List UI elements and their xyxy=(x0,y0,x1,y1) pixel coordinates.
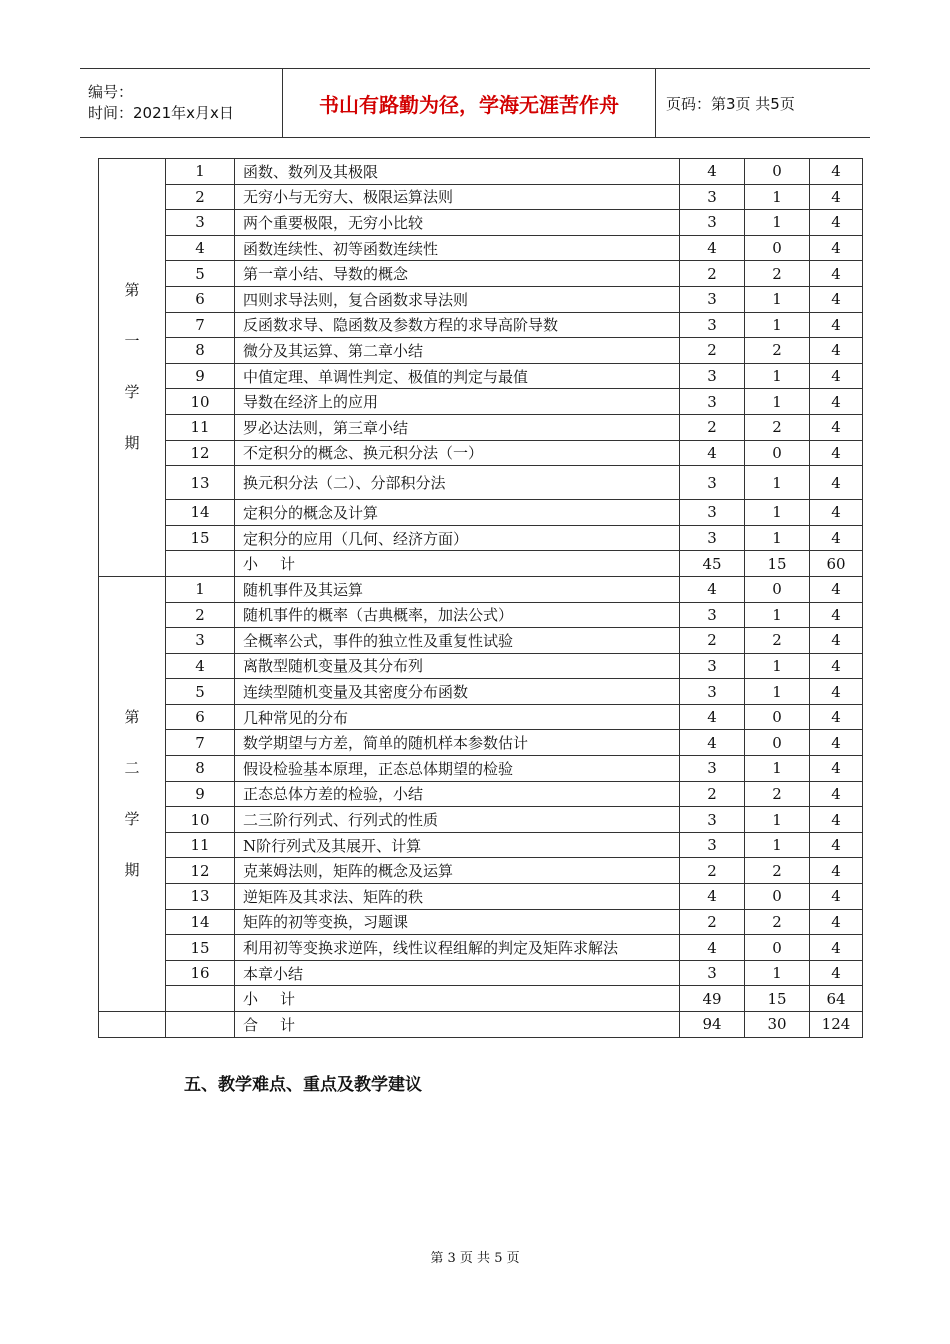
row-number: 5 xyxy=(166,261,235,287)
subtotal-label-b: 计 xyxy=(280,990,296,1009)
row-hours-a: 4 xyxy=(680,730,745,756)
row-hours-a: 4 xyxy=(680,935,745,961)
row-hours-a: 2 xyxy=(680,781,745,807)
row-hours-total: 4 xyxy=(810,525,863,551)
subtotal-label xyxy=(235,986,680,1012)
table-row xyxy=(99,704,863,730)
row-hours-b: 1 xyxy=(745,363,810,389)
row-hours-total: 4 xyxy=(810,338,863,364)
row-topic: 本章小结 xyxy=(235,960,680,986)
row-hours-total: 4 xyxy=(810,389,863,415)
row-number: 7 xyxy=(166,312,235,338)
row-hours-b: 1 xyxy=(745,653,810,679)
row-hours-b: 2 xyxy=(745,414,810,440)
row-hours-a: 2 xyxy=(680,414,745,440)
row-hours-total: 4 xyxy=(810,909,863,935)
row-hours-b: 2 xyxy=(745,909,810,935)
row-topic: 随机事件的概率（古典概率，加法公式） xyxy=(235,602,680,628)
row-hours-total: 4 xyxy=(810,210,863,236)
table-row xyxy=(99,807,863,833)
row-hours-total: 4 xyxy=(810,884,863,910)
table-row xyxy=(99,909,863,935)
row-hours-b: 2 xyxy=(745,261,810,287)
row-hours-b: 2 xyxy=(745,338,810,364)
row-hours-total: 4 xyxy=(810,704,863,730)
row-hours-b: 1 xyxy=(745,960,810,986)
row-hours-total: 4 xyxy=(810,440,863,466)
table-row xyxy=(99,858,863,884)
table-row xyxy=(99,210,863,236)
total-blank-no xyxy=(166,1012,235,1038)
header-motto: 书山有路勤为径，学海无涯苦作舟 xyxy=(282,69,656,137)
row-topic: 不定积分的概念、换元积分法（一） xyxy=(235,440,680,466)
header-page-label: 页码：第3页 共5页 xyxy=(666,94,795,113)
row-number: 16 xyxy=(166,960,235,986)
row-topic: 定积分的应用（几何、经济方面） xyxy=(235,525,680,551)
row-topic: 导数在经济上的应用 xyxy=(235,389,680,415)
row-hours-a: 3 xyxy=(680,389,745,415)
subtotal-b: 15 xyxy=(745,986,810,1012)
row-hours-a: 3 xyxy=(680,807,745,833)
subtotal-row xyxy=(99,986,863,1012)
row-hours-b: 0 xyxy=(745,884,810,910)
row-hours-a: 4 xyxy=(680,704,745,730)
row-hours-total: 4 xyxy=(810,159,863,185)
row-hours-b: 1 xyxy=(745,525,810,551)
row-hours-a: 3 xyxy=(680,653,745,679)
row-hours-total: 4 xyxy=(810,960,863,986)
row-topic: 四则求导法则，复合函数求导法则 xyxy=(235,286,680,312)
row-number: 9 xyxy=(166,363,235,389)
row-number: 14 xyxy=(166,909,235,935)
row-number: 4 xyxy=(166,235,235,261)
row-hours-b: 0 xyxy=(745,235,810,261)
row-hours-a: 4 xyxy=(680,235,745,261)
total-b: 30 xyxy=(745,1012,810,1038)
section-title: 五、教学难点、重点及教学建议 xyxy=(184,1075,422,1095)
header-meta xyxy=(80,69,282,137)
row-hours-b: 1 xyxy=(745,679,810,705)
row-hours-total: 4 xyxy=(810,576,863,602)
subtotal-a: 45 xyxy=(680,551,745,577)
row-topic: 逆矩阵及其求法、矩阵的秩 xyxy=(235,884,680,910)
total-label xyxy=(235,1012,680,1038)
row-hours-a: 4 xyxy=(680,576,745,602)
row-number: 10 xyxy=(166,807,235,833)
table-row xyxy=(99,602,863,628)
row-topic: 函数连续性、初等函数连续性 xyxy=(235,235,680,261)
term-label-char: 二 xyxy=(124,758,140,777)
row-hours-total: 4 xyxy=(810,466,863,500)
subtotal-label-a: 小 xyxy=(243,990,259,1009)
row-hours-a: 2 xyxy=(680,338,745,364)
row-topic: 函数、数列及其极限 xyxy=(235,159,680,185)
row-hours-a: 3 xyxy=(680,525,745,551)
table-row xyxy=(99,286,863,312)
row-hours-total: 4 xyxy=(810,363,863,389)
row-hours-total: 4 xyxy=(810,653,863,679)
row-topic: 几种常见的分布 xyxy=(235,704,680,730)
row-hours-total: 4 xyxy=(810,312,863,338)
total-a: 94 xyxy=(680,1012,745,1038)
row-hours-a: 4 xyxy=(680,884,745,910)
row-number: 8 xyxy=(166,756,235,782)
row-topic: 利用初等变换求逆阵，线性议程组解的判定及矩阵求解法 xyxy=(235,935,680,961)
row-hours-total: 4 xyxy=(810,286,863,312)
row-hours-a: 3 xyxy=(680,679,745,705)
term-label-char: 第 xyxy=(124,281,140,300)
row-number: 5 xyxy=(166,679,235,705)
row-hours-b: 1 xyxy=(745,500,810,526)
row-hours-a: 3 xyxy=(680,184,745,210)
row-number: 8 xyxy=(166,338,235,364)
row-number: 13 xyxy=(166,884,235,910)
row-hours-a: 3 xyxy=(680,312,745,338)
row-hours-b: 0 xyxy=(745,159,810,185)
row-number: 3 xyxy=(166,210,235,236)
table-row xyxy=(99,235,863,261)
subtotal-total: 64 xyxy=(810,986,863,1012)
row-hours-b: 0 xyxy=(745,440,810,466)
row-number: 14 xyxy=(166,500,235,526)
subtotal-blank xyxy=(166,551,235,577)
row-hours-b: 1 xyxy=(745,286,810,312)
row-hours-a: 2 xyxy=(680,261,745,287)
term-label xyxy=(99,576,166,1011)
row-number: 1 xyxy=(166,576,235,602)
total-blank-term xyxy=(99,1012,166,1038)
term-label-char: 期 xyxy=(124,860,140,879)
term-label-char: 学 xyxy=(124,383,140,402)
row-number: 9 xyxy=(166,781,235,807)
row-number: 10 xyxy=(166,389,235,415)
row-hours-b: 1 xyxy=(745,602,810,628)
row-number: 1 xyxy=(166,159,235,185)
row-hours-total: 4 xyxy=(810,832,863,858)
row-hours-a: 3 xyxy=(680,960,745,986)
row-hours-b: 1 xyxy=(745,389,810,415)
row-hours-total: 4 xyxy=(810,679,863,705)
subtotal-a: 49 xyxy=(680,986,745,1012)
row-hours-b: 1 xyxy=(745,210,810,236)
row-topic: 全概率公式，事件的独立性及重复性试验 xyxy=(235,628,680,654)
row-hours-a: 4 xyxy=(680,159,745,185)
total-label-a: 合 xyxy=(243,1015,259,1034)
row-hours-total: 4 xyxy=(810,730,863,756)
table-row xyxy=(99,730,863,756)
row-topic: 连续型随机变量及其密度分布函数 xyxy=(235,679,680,705)
total-label-b: 计 xyxy=(280,1015,296,1034)
row-topic: 假设检验基本原理，正态总体期望的检验 xyxy=(235,756,680,782)
table-row xyxy=(99,628,863,654)
table-row xyxy=(99,679,863,705)
row-topic: N阶行列式及其展开、计算 xyxy=(235,832,680,858)
row-hours-a: 2 xyxy=(680,858,745,884)
table-row xyxy=(99,389,863,415)
row-topic: 正态总体方差的检验，小结 xyxy=(235,781,680,807)
row-number: 11 xyxy=(166,832,235,858)
row-hours-total: 4 xyxy=(810,184,863,210)
row-hours-a: 4 xyxy=(680,440,745,466)
table-row xyxy=(99,363,863,389)
row-topic: 矩阵的初等变换，习题课 xyxy=(235,909,680,935)
row-hours-total: 4 xyxy=(810,628,863,654)
row-hours-total: 4 xyxy=(810,756,863,782)
term-label-chars xyxy=(99,692,165,896)
row-hours-b: 1 xyxy=(745,832,810,858)
row-hours-b: 2 xyxy=(745,858,810,884)
row-hours-b: 2 xyxy=(745,628,810,654)
subtotal-blank xyxy=(166,986,235,1012)
table-row xyxy=(99,414,863,440)
row-topic: 数学期望与方差，简单的随机样本参数估计 xyxy=(235,730,680,756)
row-hours-b: 0 xyxy=(745,730,810,756)
table-row xyxy=(99,832,863,858)
row-number: 11 xyxy=(166,414,235,440)
row-hours-a: 3 xyxy=(680,832,745,858)
row-number: 13 xyxy=(166,466,235,500)
table-row xyxy=(99,756,863,782)
row-number: 12 xyxy=(166,440,235,466)
row-hours-a: 3 xyxy=(680,466,745,500)
row-hours-b: 0 xyxy=(745,935,810,961)
row-hours-b: 1 xyxy=(745,807,810,833)
subtotal-label-b: 计 xyxy=(280,555,296,574)
row-topic: 定积分的概念及计算 xyxy=(235,500,680,526)
row-number: 3 xyxy=(166,628,235,654)
total-total: 124 xyxy=(810,1012,863,1038)
table-row xyxy=(99,525,863,551)
table-row xyxy=(99,935,863,961)
table-row xyxy=(99,653,863,679)
subtotal-label xyxy=(235,551,680,577)
term-label-char: 期 xyxy=(124,434,140,453)
row-topic: 两个重要极限，无穷小比较 xyxy=(235,210,680,236)
row-hours-total: 4 xyxy=(810,235,863,261)
row-number: 2 xyxy=(166,602,235,628)
term-label xyxy=(99,159,166,577)
row-hours-total: 4 xyxy=(810,935,863,961)
subtotal-label-a: 小 xyxy=(243,555,259,574)
row-hours-a: 2 xyxy=(680,909,745,935)
row-hours-a: 3 xyxy=(680,286,745,312)
term-label-char: 学 xyxy=(124,809,140,828)
row-hours-total: 4 xyxy=(810,781,863,807)
row-hours-total: 4 xyxy=(810,602,863,628)
row-hours-b: 1 xyxy=(745,184,810,210)
row-number: 7 xyxy=(166,730,235,756)
row-topic: 无穷小与无穷大、极限运算法则 xyxy=(235,184,680,210)
table-row xyxy=(99,960,863,986)
table-row xyxy=(99,884,863,910)
row-hours-b: 0 xyxy=(745,704,810,730)
row-topic: 离散型随机变量及其分布列 xyxy=(235,653,680,679)
row-number: 2 xyxy=(166,184,235,210)
schedule-table xyxy=(98,158,863,1038)
row-hours-b: 2 xyxy=(745,781,810,807)
row-number: 6 xyxy=(166,286,235,312)
row-hours-total: 4 xyxy=(810,414,863,440)
row-topic: 反函数求导、隐函数及参数方程的求导高阶导数 xyxy=(235,312,680,338)
row-number: 6 xyxy=(166,704,235,730)
table-row xyxy=(99,159,863,185)
subtotal-row xyxy=(99,551,863,577)
row-number: 15 xyxy=(166,525,235,551)
page-footer: 第 3 页 共 5 页 xyxy=(430,1251,520,1266)
subtotal-total: 60 xyxy=(810,551,863,577)
table-row xyxy=(99,440,863,466)
row-hours-total: 4 xyxy=(810,858,863,884)
row-hours-total: 4 xyxy=(810,261,863,287)
total-row xyxy=(99,1012,863,1038)
table-row xyxy=(99,261,863,287)
term-label-char: 一 xyxy=(124,332,140,351)
row-number: 12 xyxy=(166,858,235,884)
row-number: 15 xyxy=(166,935,235,961)
row-hours-b: 1 xyxy=(745,312,810,338)
row-topic: 随机事件及其运算 xyxy=(235,576,680,602)
row-topic: 第一章小结、导数的概念 xyxy=(235,261,680,287)
row-topic: 二三阶行列式、行列式的性质 xyxy=(235,807,680,833)
table-row xyxy=(99,500,863,526)
row-hours-b: 1 xyxy=(745,466,810,500)
row-hours-a: 3 xyxy=(680,210,745,236)
term-label-char: 第 xyxy=(124,707,140,726)
page-header xyxy=(80,68,870,138)
row-hours-a: 3 xyxy=(680,756,745,782)
row-hours-b: 1 xyxy=(745,756,810,782)
row-hours-a: 3 xyxy=(680,500,745,526)
row-topic: 克莱姆法则，矩阵的概念及运算 xyxy=(235,858,680,884)
subtotal-b: 15 xyxy=(745,551,810,577)
term-label-chars xyxy=(99,265,165,469)
table-row xyxy=(99,576,863,602)
table-row xyxy=(99,781,863,807)
row-topic: 微分及其运算、第二章小结 xyxy=(235,338,680,364)
row-hours-a: 3 xyxy=(680,602,745,628)
row-topic: 中值定理、单调性判定、极值的判定与最值 xyxy=(235,363,680,389)
row-topic: 换元积分法（二）、分部积分法 xyxy=(235,466,680,500)
table-row xyxy=(99,338,863,364)
serial-label: 编号： xyxy=(88,83,134,101)
row-hours-b: 0 xyxy=(745,576,810,602)
table-row xyxy=(99,466,863,500)
table-row xyxy=(99,312,863,338)
row-topic: 罗必达法则，第三章小结 xyxy=(235,414,680,440)
row-hours-total: 4 xyxy=(810,500,863,526)
row-hours-a: 2 xyxy=(680,628,745,654)
row-hours-total: 4 xyxy=(810,807,863,833)
row-number: 4 xyxy=(166,653,235,679)
table-row xyxy=(99,184,863,210)
time-label: 时间：2021年x月x日 xyxy=(88,104,234,122)
row-hours-a: 3 xyxy=(680,363,745,389)
